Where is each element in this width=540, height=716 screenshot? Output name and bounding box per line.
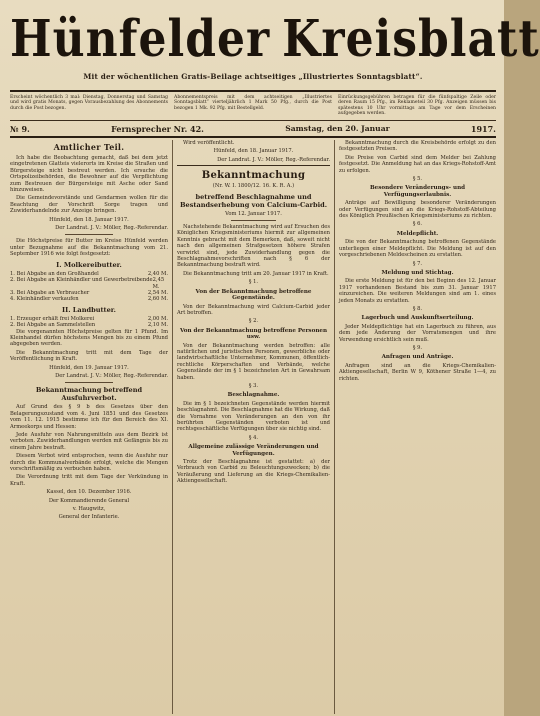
price-value: 2,00 M.	[147, 315, 168, 322]
price-label: 2. Bei Abgabe an Kleinhändler und Gewerbetreibende	[10, 277, 153, 284]
price-value: 2,60 M.	[147, 296, 168, 303]
paragraph-number: § 3.	[248, 382, 259, 389]
paragraph-heading: Besondere Veränderungs- und Verfügungserlaubnis.	[369, 185, 466, 198]
article-paragraph: Die Bekanntmachung tritt mit dem Tage der Veröffentlichung in Kraft.	[10, 349, 168, 363]
paragraph-number: § 4.	[248, 434, 259, 441]
paragraph-number: § 5.	[412, 176, 423, 183]
article-paragraph: Trotz der Beschlagnahme ist gestattet: a) der Verbrauch von Carbid zu Beleuchtungszwecken; b) die Veräußerung und Lieferung an die Kriegs-Chemikalien-Aktiengesellschaft.	[177, 459, 330, 485]
signature-name: Der Landrat. J. V.: Möller, Reg.-Referendar.	[55, 225, 168, 232]
price-label: 1. Bei Abgabe an den Großhandel	[10, 270, 99, 277]
price-value: 2,10 M.	[147, 322, 168, 329]
issue-year: 1917.	[470, 123, 496, 134]
signature-place: Hünfeld, den 18. Januar 1917.	[213, 148, 294, 155]
paragraph-number: § 2.	[248, 318, 259, 325]
divider	[231, 220, 277, 221]
notice-schedule: Erscheint wöchentlich 3 mal: Dienstag, Donnerstag und Samstag und wird gratis Monats, gegen Vorausbezahlung des Abonnements durch die Post bezogen.	[10, 95, 168, 111]
signature-title: Der Kommandierende General	[48, 497, 130, 504]
issue-number: № 9.	[10, 123, 30, 134]
article-paragraph: Anträge auf Bewilligung besonderer Veränderungen oder Verfügungen sind an die Kriegs-Rohstoff-Abteilung des Königlich Preußischen Kriegsministeriums zu richten.	[339, 200, 496, 220]
newspaper-title	[10, 10, 540, 69]
divider	[65, 234, 112, 235]
signature-place: Hünfeld, den 19. Januar 1917.	[49, 364, 129, 371]
paragraph-number: § 9.	[412, 344, 423, 351]
article-paragraph: Die erste Meldung ist für den bei Beginn des 12. Januar 1917 vorhandenen Bestand bis zum 31. Januar 1917 einzureichen. Die weiteren Meldungen sind am 1. eines jeden Monats zu erstatten.	[339, 278, 496, 304]
announcement-date: Vom 12. Januar 1917.	[225, 210, 282, 217]
signature-place: Kassel, den 10. Dezember 1916.	[46, 489, 132, 496]
paragraph-number: § 1.	[248, 279, 259, 286]
paragraph-heading: Meldung und Stichtag.	[381, 269, 454, 276]
price-label: 3. Bei Abgabe an Verbraucher	[10, 289, 90, 296]
reference-number: (Nr. W. I. 1800/12. 16. K. R. A.)	[212, 183, 295, 190]
price-value: 2,54 M.	[147, 289, 168, 296]
article-paragraph: Nachstehende Bekanntmachung wird auf Ersuchen des Königlichen Kriegsministeriums hiermit zur allgemeinen Kenntnis gebracht mit dem Bemerken, daß, soweit nicht nach den allgemeinen Strafgesetzen höhere Strafen verwirkt sind, jede Zuwiderhandlung gegen die Beschlagnahmevorschriften nach § 6 der Bekanntmachung bestraft wird.	[177, 224, 330, 269]
price-label: 2. Bei Abgabe an Sammelstellen	[10, 322, 96, 329]
article-paragraph: Die Verordnung tritt mit dem Tage der Verkündung in Kraft.	[10, 474, 168, 487]
price-row	[10, 296, 168, 302]
article-paragraph: Die Bekanntmachung tritt am 20. Januar 1917 in Kraft.	[183, 270, 329, 277]
section-heading: II. Landbutter.	[62, 305, 116, 314]
article-paragraph: Anfragen sind an die Kriegs-Chemikalien-Aktiengesellschaft, Berlin W 9, Köthener Straße 1—4, zu richten.	[339, 362, 496, 382]
article-paragraph: Jeder Meldepflichtige hat ein Lagerbuch zu führen, aus dem jede Änderung der Vorratsmengen und ihre Verwendung ersichtlich sein muß.	[339, 323, 496, 343]
article-paragraph: Auf Grund des § 9 b des Gesetzes über den Belagerungszustand vom 4. Juni 1851 und des Gesetzes vom 11. 12. 1915 bestimme ich für den Bereich des XI. Armeekorps und Hessen:	[10, 404, 168, 430]
paragraph-number: § 6.	[412, 221, 423, 228]
notice-subscription: Abonnementspreis mit dem achtseitigen „Illustriertes Sonntagsblatt“ vierteljährlich 1 Mark 50 Pfg., durch die Post bezogen 1 Mk. 92 Pfg. mit Bestellgeld.	[174, 95, 332, 111]
official-section-heading: Amtlicher Teil.	[53, 142, 125, 152]
phone-number: Fernsprecher Nr. 42.	[111, 123, 204, 134]
article-paragraph: Ich habe die Beobachtung gemacht, daß bei dem jetzt eingetretenen Glatteis vielerorts im Kreise die Straßen und Bürgersteige nicht bestreut werden. Ich ersuche die Ortspolizeibehörden, die Bewohner auf die Verpflichtung zum Bestreuen der Bürgersteige mit Asche oder Sand hinzuweisen.	[10, 155, 168, 194]
price-row	[10, 277, 168, 290]
article-paragraph: Wird veröffentlicht.	[183, 140, 235, 146]
column-3	[334, 140, 496, 714]
paragraph-heading: Meldepflicht.	[396, 230, 439, 237]
paragraph-heading: Anfragen und Anträge.	[381, 354, 454, 361]
article-paragraph: Von der Bekanntmachung wird Calcium-Carbid jeder Art betroffen.	[177, 303, 330, 316]
notice-advertising: Einrückungsgebühren betragen für die fünfspaltige Zeile oder deren Raum 15 Pfg., im Reklameteil 30 Pfg. Anzeigen müssen bis spätestens 10 Uhr vormittags am Tage vor dem Erscheinen aufgegeben werden.	[338, 95, 496, 117]
announcement-heading: Bekanntmachung	[201, 170, 306, 182]
signature-rank: General der Infanterie.	[58, 514, 120, 521]
paragraph-heading: Allgemeine zulässige Veränderungen und Verfügungen.	[188, 444, 319, 457]
price-value: 2,45 M.	[152, 277, 165, 290]
article-paragraph: Die Höchstpreise für Butter im Kreise Hünfeld werden unter Bezugnahme auf die Bekanntmachung vom 21. September 1916 wie folgt festgesetzt:	[10, 238, 168, 258]
article-paragraph: Von der Bekanntmachung werden betroffen: alle natürlichen und juristischen Personen, gewerbliche oder landwirtschaftliche Unternehmer, Kommunen, öffentlich-rechtliche Körperschaften und Verbände, welche Gegenstände der im § 1 bezeichneten Art in Gewahrsam haben.	[177, 342, 330, 381]
column-1	[10, 140, 172, 714]
price-row	[10, 322, 168, 328]
article-paragraph: Die Preise von Carbid sind dem Melder bei Zahlung festgesetzt. Die Anmeldung hat an das Kriegs-Rohstoff-Amt zu erfolgen.	[339, 154, 496, 174]
paragraph-number: § 8.	[412, 305, 423, 312]
paragraph-heading: Lagerbuch und Auskunftserteilung.	[361, 315, 474, 322]
dateline-rule	[10, 136, 496, 138]
price-label: 1. Erzeuger erhält frei Molkerei	[10, 315, 95, 322]
divider	[177, 165, 330, 166]
paragraph-heading: Von der Bekanntmachung betroffene Gegenstände.	[195, 288, 312, 302]
masthead	[10, 4, 540, 90]
article-paragraph: Die Gemeindevorstände und Gendarmen wollen für die Beachtung der Vorschrift Sorge tragen und Zuwiderhandelnde zur Anzeige bringen.	[10, 195, 168, 215]
publication-notices	[10, 92, 496, 120]
paragraph-heading: Beschlagnahme.	[227, 392, 280, 399]
article-paragraph: Bekanntmachung durch die Kreisbehörde erfolgt zu den festgesetzten Preisen.	[339, 140, 496, 153]
article-columns	[10, 140, 496, 714]
divider	[65, 382, 112, 383]
article-paragraph: Die im § 1 bezeichneten Gegenstände werden hiermit beschlagnahmt. Die Beschlagnahme hat die Wirkung, daß die Vornahme von Veränderungen an den von ihr berührten Gegenständen verboten ist und rechtsgeschäftliche Verfügungen über sie nichtig sind.	[177, 400, 330, 433]
signature-place: Hünfeld, den 18. Januar 1917.	[49, 216, 129, 223]
column-2	[172, 140, 334, 714]
signature-name: Der Landrat. J. V.: Möller, Reg.-Referendar.	[217, 156, 330, 163]
order-heading: Bekanntmachung betreffend Ausfuhrverbot.	[35, 386, 143, 403]
issue-date: Samstag, den 20. Januar	[285, 124, 390, 133]
title-right: Kreisblatt	[282, 10, 540, 69]
article-paragraph: Jede Ausfuhr von Nahrungsmitteln aus dem Bezirk ist verboten. Zuwiderhandlungen werden mit Gefängnis bis zu einem Jahre bestraft.	[10, 432, 168, 451]
announcement-title: betreffend Beschlagnahme und Bestandserhebung von Calcium-Carbid.	[179, 192, 328, 209]
paragraph-number: § 7.	[412, 260, 423, 267]
price-value: 2,40 M.	[147, 270, 168, 277]
dateline	[10, 121, 496, 136]
paragraph-heading: Von der Bekanntmachung betroffene Personen usw.	[179, 327, 328, 341]
masthead-subtitle: Mit der wöchentlichen Gratis-Beilage achtseitiges „Illustriertes Sonntagsblatt“.	[83, 72, 423, 81]
title-left: Hünfelder	[10, 10, 271, 69]
section-heading: I. Molkereibutter.	[56, 260, 122, 269]
article-paragraph: Diesem Verbot wird entsprochen, wenn die Ausfuhr nur durch die Kommunalverbände erfolgt, welche die Mengen vorschriftsmäßig zu verbuchen haben.	[10, 453, 168, 473]
price-label: 4. Kleinhändler verkaufen	[10, 296, 79, 303]
signature-name: v. Haugwitz,	[72, 506, 106, 513]
signature-name: Der Landrat. J. V.: Möller, Reg.-Referendar.	[55, 372, 168, 379]
article-paragraph: Die vorgenannten Höchstpreise gelten für 1 Pfund. Im Kleinhandel dürfen höchstens Mengen bis zu einem Pfund abgegeben werden.	[10, 328, 168, 348]
article-paragraph: Die von der Bekanntmachung betroffenen Gegenstände unterliegen einer Meldepflicht. Die Meldung ist auf den vorgeschriebenen Meldescheinen zu erstatten.	[339, 239, 496, 259]
